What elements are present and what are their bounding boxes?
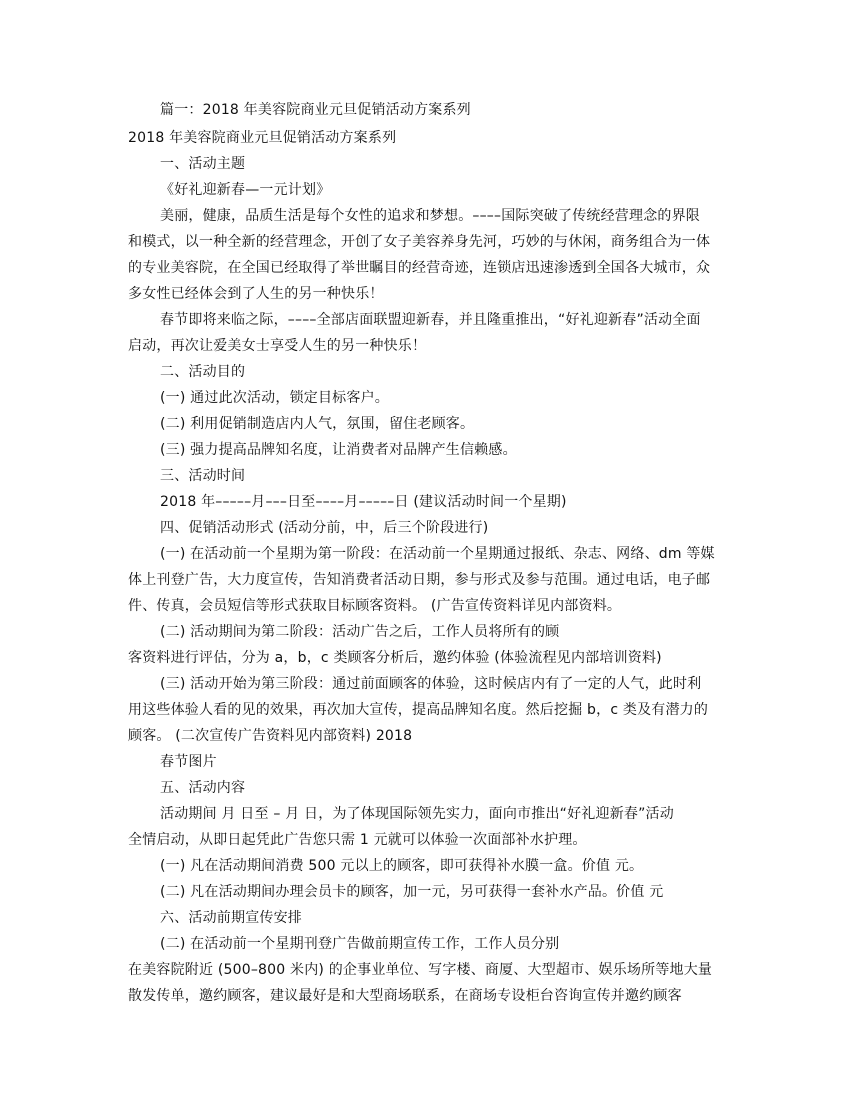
- section-heading: 一、活动主题: [160, 156, 246, 172]
- text-line: 件、传真，会员短信等形式获取目标顾客资料。 (广告宣传资料详见内部资料。: [128, 598, 622, 614]
- text-line: (二) 利用促销制造店内人气，氛围，留住老顾客。: [160, 416, 475, 432]
- text-line: (二) 凡在活动期间办理会员卡的顾客，加一元，另可获得一套补水产品。价值 元: [160, 884, 664, 900]
- text-line: 和模式，以一种全新的经营理念，开创了女子美容养身先河，巧妙的与休闲，商务组合为一体: [128, 234, 711, 250]
- text-line: 客资料进行评估，分为 a，b，c 类顾客分析后，邀约体验 (体验流程见内部培训资料): [128, 650, 662, 666]
- text-line: 体上刊登广告，大力度宣传，告知消费者活动日期，参与形式及参与范围。通过电话，电子邮: [128, 572, 711, 588]
- section-heading: 四、促销活动形式 (活动分前，中，后三个阶段进行): [160, 520, 489, 536]
- text-line: 春节即将来临之际，––––全部店面联盟迎新春，并且隆重推出，“好礼迎新春”活动全面: [160, 312, 701, 328]
- section-heading: 五、活动内容: [160, 780, 246, 796]
- section-heading: 六、活动前期宣传安排: [160, 910, 302, 926]
- text-line: 在美容院附近 (500–800 米内) 的企事业单位、写字楼、商厦、大型超市、娱乐场所等地大量: [128, 962, 713, 978]
- section-heading: 三、活动时间: [160, 468, 246, 484]
- text-line: 春节图片: [160, 754, 217, 770]
- text-line: 《好礼迎新春—一元计划》: [160, 182, 331, 198]
- text-line: (一) 通过此次活动，锁定目标客户。: [160, 390, 389, 406]
- text-line: 活动期间 月 日至 – 月 日，为了体现国际领先实力，面向市推出“好礼迎新春”活动: [160, 806, 674, 822]
- text-line: 全情启动，从即日起凭此广告您只需 1 元就可以体验一次面部补水护理。: [128, 832, 587, 848]
- doc-heading: 篇一：2018 年美容院商业元旦促销活动方案系列: [160, 102, 471, 118]
- text-line: (一) 在活动前一个星期为第一阶段：在活动前一个星期通过报纸、杂志、网络、dm 等媒: [160, 546, 715, 562]
- text-line: (三) 活动开始为第三阶段：通过前面顾客的体验，这时候店内有了一定的人气，此时利: [160, 676, 702, 692]
- doc-title: 2018 年美容院商业元旦促销活动方案系列: [128, 130, 397, 146]
- text-line: 的专业美容院，在全国已经取得了举世瞩目的经营奇迹，连锁店迅速渗透到全国各大城市，众: [128, 260, 711, 276]
- section-heading: 二、活动目的: [160, 364, 246, 380]
- text-line: 2018 年–––––月–––日至––––月–––––日 (建议活动时间一个星期): [160, 494, 567, 510]
- text-line: 启动，再次让爱美女士享受人生的另一种快乐！: [128, 338, 427, 354]
- text-line: 多女性已经体会到了人生的另一种快乐！: [128, 286, 384, 302]
- text-line: (二) 在活动前一个星期刊登广告做前期宣传工作，工作人员分别: [160, 936, 560, 952]
- text-line: 用这些体验人看的见的效果，再次加大宣传，提高品牌知名度。然后挖掘 b，c 类及有潜力的: [128, 702, 709, 718]
- text-line: 顾客。 (二次宣传广告资料见内部资料) 2018: [128, 728, 413, 744]
- text-line: (二) 活动期间为第二阶段：活动广告之后，工作人员将所有的顾: [160, 624, 560, 640]
- text-line: (三) 强力提高品牌知名度，让消费者对品牌产生信赖感。: [160, 442, 517, 458]
- text-line: (一) 凡在活动期间消费 500 元以上的顾客，即可获得补水膜一盒。价值 元。: [160, 858, 644, 874]
- text-line: 美丽，健康，品质生活是每个女性的追求和梦想。––––国际突破了传统经营理念的界限: [160, 208, 700, 224]
- text-line: 散发传单，邀约顾客，建议最好是和大型商场联系，在商场专设柜台咨询宣传并邀约顾客: [128, 988, 682, 1004]
